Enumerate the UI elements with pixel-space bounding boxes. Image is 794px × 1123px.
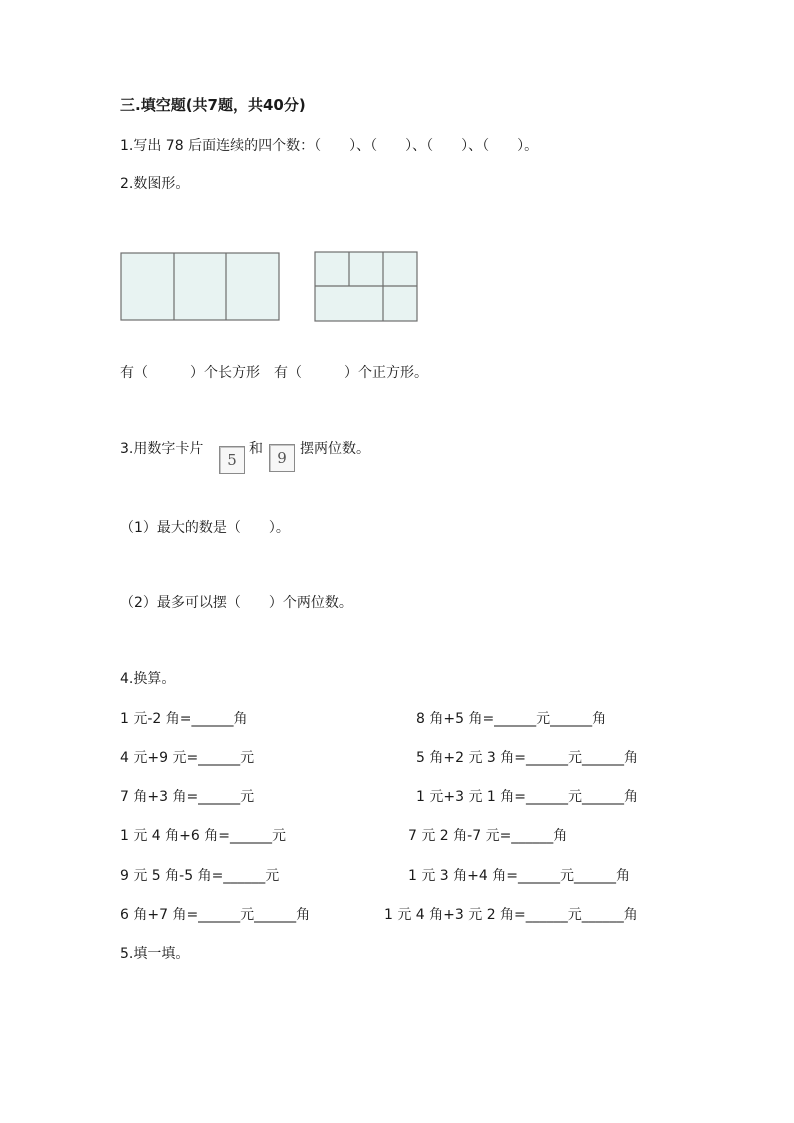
- rectangle-figure: [119, 251, 281, 323]
- conversion-right-5: 1 元 3 角+4 角=______元______角: [408, 868, 630, 884]
- conversion-right-6: 1 元 4 角+3 元 2 角=______元______角: [384, 907, 638, 923]
- conversion-right-1: 8 角+5 角=______元______角: [416, 711, 607, 727]
- question-2-answer-line: 有（ ）个长方形 有（ ）个正方形。: [120, 365, 428, 381]
- conversion-right-2: 5 角+2 元 3 角=______元______角: [416, 750, 638, 766]
- conversion-right-3: 1 元+3 元 1 角=______元______角: [416, 789, 638, 805]
- question-3-sub-2: （2）最多可以摆（ ）个两位数。: [120, 595, 353, 611]
- question-5-title: 5.填一填。: [120, 946, 190, 962]
- conversion-right-4: 7 元 2 角-7 元=______角: [408, 828, 568, 844]
- section-title: 三.填空题(共7题，共40分): [120, 96, 306, 114]
- digit-card-9: 9: [269, 444, 295, 472]
- rectangle-figure-outline: [121, 253, 279, 320]
- question-3-sub-1: （1）最大的数是（ ）。: [120, 520, 290, 536]
- question-4-title: 4.换算。: [120, 671, 176, 687]
- conversion-left-2: 4 元+9 元=______元: [120, 750, 255, 766]
- question-3-conjunction: 和: [249, 441, 263, 457]
- question-3-title-suffix: 摆两位数。: [300, 441, 370, 457]
- conversion-left-5: 9 元 5 角-5 角=______元: [120, 868, 280, 884]
- question-1: 1.写出 78 后面连续的四个数：（ ）、（ ）、（ ）、（ ）。: [120, 138, 539, 154]
- question-2-title: 2.数图形。: [120, 176, 190, 192]
- conversion-left-1: 1 元-2 角=______角: [120, 711, 248, 727]
- question-3-title-prefix: 3.用数字卡片: [120, 441, 204, 457]
- conversion-left-6: 6 角+7 角=______元______角: [120, 907, 311, 923]
- conversion-left-4: 1 元 4 角+6 角=______元: [120, 828, 286, 844]
- digit-card-5: 5: [219, 446, 245, 474]
- square-figure: [313, 250, 419, 324]
- conversion-left-3: 7 角+3 角=______元: [120, 789, 255, 805]
